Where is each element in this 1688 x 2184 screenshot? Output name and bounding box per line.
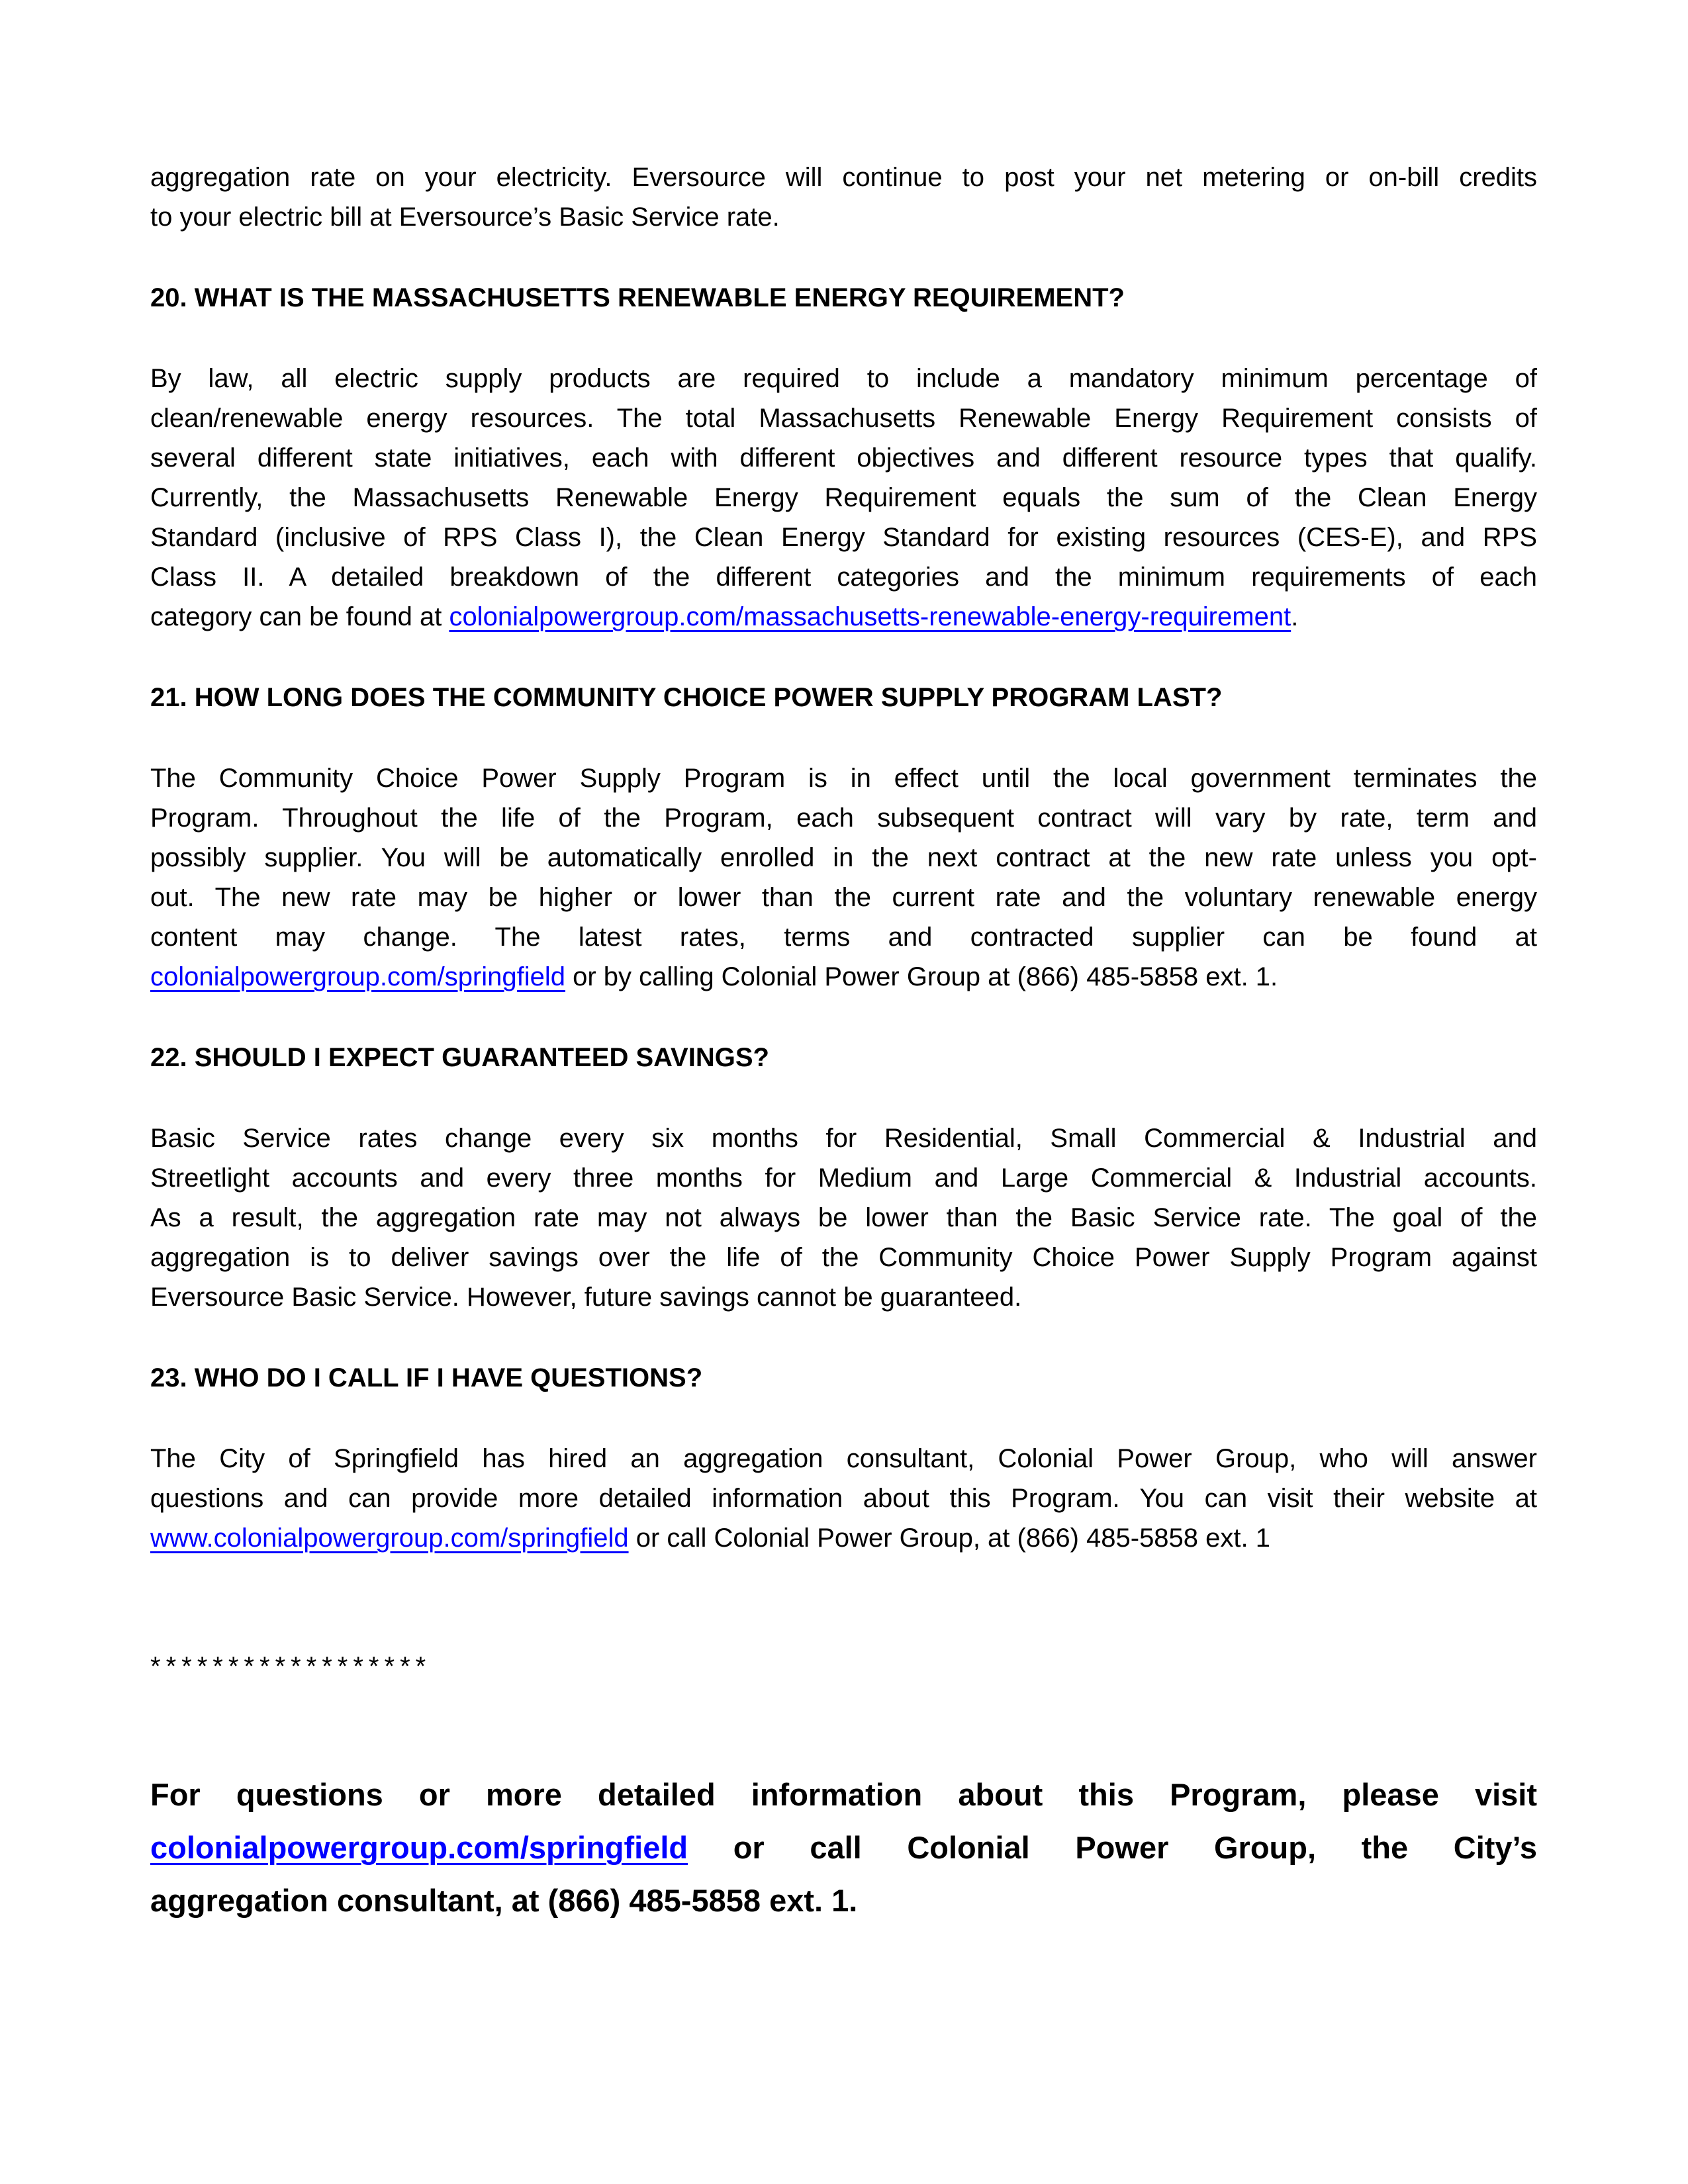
text-run: Class II. A detailed breakdown of the different categories and the minimum requirements of each xyxy=(150,563,1537,592)
hyperlink[interactable]: colonialpowergroup.com/springfield xyxy=(150,962,566,991)
text-line xyxy=(150,1158,1537,1198)
hyperlink[interactable]: colonialpowergroup.com/springfield xyxy=(150,1830,688,1865)
text-run: Currently, the Massachusetts Renewable Energy Requirement equals the sum of the Clean Energy xyxy=(150,483,1537,512)
text-run: out. The new rate may be higher or lower than the current rate and the voluntary renewable energy xyxy=(150,883,1537,912)
text-run: For questions or more detailed information about this Program, please visit xyxy=(150,1777,1537,1812)
text-run: aggregation rate on your electricity. Eversource will continue to post your net metering or on-bill credits xyxy=(150,163,1537,192)
text-line xyxy=(150,438,1537,478)
question-23-answer xyxy=(150,1439,1537,1558)
text-run: category can be found at xyxy=(150,602,449,631)
text-run: possibly supplier. You will be automatically enrolled in the next contract at the new rate unless you opt- xyxy=(150,843,1537,872)
question-22-answer xyxy=(150,1118,1537,1317)
question-23-heading xyxy=(150,1358,1537,1398)
text-line xyxy=(150,1874,1537,1927)
text-run: content may change. The latest rates, terms and contracted supplier can be found at xyxy=(150,923,1537,952)
text-run: several different state initiatives, each with different objectives and different resource types that qualify. xyxy=(150,443,1537,473)
text-line xyxy=(150,1277,1537,1317)
text-run: 21. HOW LONG DOES THE COMMUNITY CHOICE POWER SUPPLY PROGRAM LAST? xyxy=(150,683,1223,712)
text-run: or by calling Colonial Power Group at (866) 485-5858 ext. 1. xyxy=(565,962,1278,991)
text-run: Program. Throughout the life of the Program, each subsequent contract will vary by rate, term and xyxy=(150,803,1537,833)
text-run: As a result, the aggregation rate may not always be lower than the Basic Service rate. The goal of the xyxy=(150,1203,1537,1232)
hyperlink[interactable]: colonialpowergroup.com/massachusetts-renewable-energy-requirement xyxy=(449,602,1291,631)
text-line xyxy=(150,398,1537,438)
text-line xyxy=(150,1358,1537,1398)
text-run: to your electric bill at Eversource’s Basic Service rate. xyxy=(150,203,780,232)
text-line xyxy=(150,359,1537,398)
text-run: clean/renewable energy resources. The total Massachusetts Renewable Energy Requirement consists of xyxy=(150,404,1537,433)
text-run: 23. WHO DO I CALL IF I HAVE QUESTIONS? xyxy=(150,1363,703,1392)
text-line xyxy=(150,597,1537,637)
text-line xyxy=(150,1768,1537,1821)
text-run: aggregation consultant, at (866) 485-5858 ext. 1. xyxy=(150,1883,858,1918)
text-run: questions and can provide more detailed information about this Program. You can visit their website at xyxy=(150,1484,1537,1513)
text-run: or call Colonial Power Group, the City’s xyxy=(688,1830,1537,1865)
text-line xyxy=(150,1038,1537,1077)
intro-paragraph xyxy=(150,158,1537,237)
text-line xyxy=(150,1198,1537,1238)
text-run: or call Colonial Power Group, at (866) 485-5858 ext. 1 xyxy=(628,1524,1270,1553)
text-line xyxy=(150,758,1537,798)
text-line xyxy=(150,678,1537,717)
text-line xyxy=(150,158,1537,197)
question-21-heading xyxy=(150,678,1537,717)
text-line xyxy=(150,518,1537,557)
text-line xyxy=(150,1118,1537,1158)
text-run: Eversource Basic Service. However, future savings cannot be guaranteed. xyxy=(150,1283,1022,1312)
text-line xyxy=(150,1518,1537,1558)
text-run: The City of Springfield has hired an aggregation consultant, Colonial Power Group, who will answer xyxy=(150,1444,1537,1473)
text-line xyxy=(150,1439,1537,1479)
question-22-heading xyxy=(150,1038,1537,1077)
question-21-answer xyxy=(150,758,1537,997)
text-line xyxy=(150,957,1537,997)
text-line xyxy=(150,1238,1537,1277)
text-line xyxy=(150,1821,1537,1874)
text-run: 22. SHOULD I EXPECT GUARANTEED SAVINGS? xyxy=(150,1043,769,1072)
text-line xyxy=(150,478,1537,518)
text-line xyxy=(150,1647,1537,1686)
text-run: aggregation is to deliver savings over the life of the Community Choice Power Supply Program against xyxy=(150,1243,1537,1272)
text-line xyxy=(150,197,1537,237)
text-run: Standard (inclusive of RPS Class I), the Clean Energy Standard for existing resources (CES-E), and RPS xyxy=(150,523,1537,552)
text-line xyxy=(150,878,1537,917)
text-line xyxy=(150,1479,1537,1518)
text-run: . xyxy=(1291,602,1299,631)
text-run: The Community Choice Power Supply Program is in effect until the local government terminates the xyxy=(150,764,1537,793)
text-run: ****************** xyxy=(150,1652,432,1681)
text-run: Streetlight accounts and every three months for Medium and Large Commercial & Industrial accounts. xyxy=(150,1163,1537,1193)
hyperlink[interactable]: www.colonialpowergroup.com/springfield xyxy=(150,1524,629,1553)
question-20-heading xyxy=(150,278,1537,318)
text-line xyxy=(150,838,1537,878)
closing-paragraph xyxy=(150,1768,1537,1927)
text-line xyxy=(150,917,1537,957)
text-run: 20. WHAT IS THE MASSACHUSETTS RENEWABLE ENERGY REQUIREMENT? xyxy=(150,283,1125,312)
text-run: By law, all electric supply products are required to include a mandatory minimum percentage of xyxy=(150,364,1537,393)
asterisk-separator xyxy=(150,1647,1537,1686)
text-line xyxy=(150,798,1537,838)
text-run: Basic Service rates change every six months for Residential, Small Commercial & Industrial and xyxy=(150,1124,1537,1153)
question-20-answer xyxy=(150,359,1537,637)
text-line xyxy=(150,278,1537,318)
text-line xyxy=(150,557,1537,597)
